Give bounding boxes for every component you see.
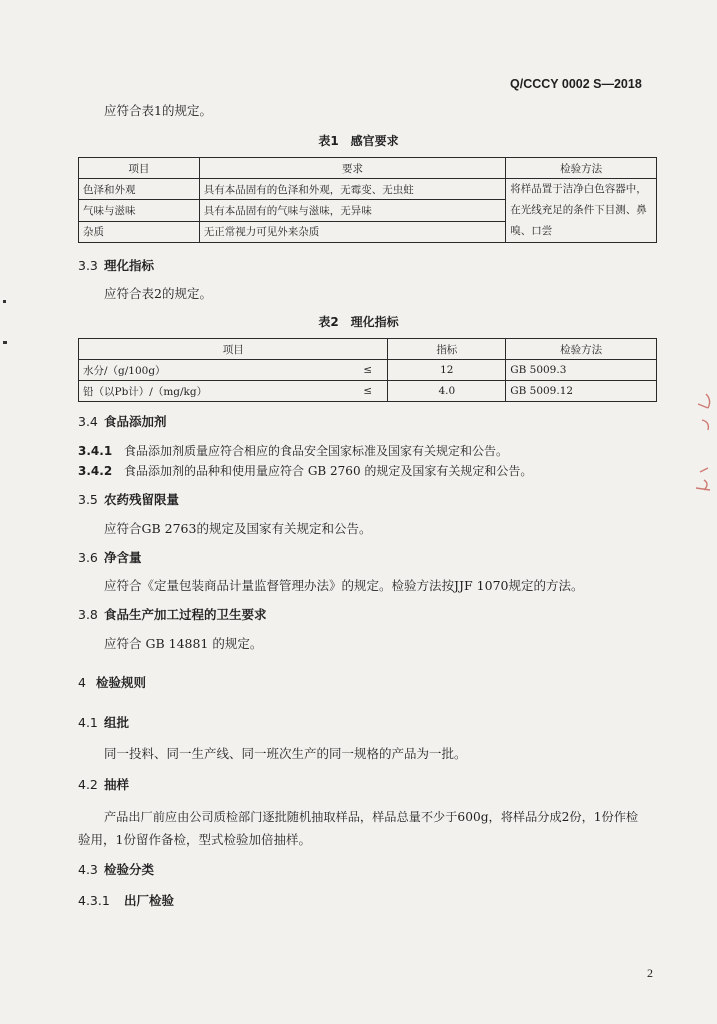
page-number: 2 [647, 966, 653, 980]
item-cell: 水分/（g/100g） [79, 360, 349, 381]
table-header-cell: 项目 [79, 158, 200, 179]
section-3-6-heading [78, 548, 142, 566]
section-3-3-text: 应符合表2的规定。 [104, 286, 212, 301]
requirement-cell: 无正常视力可见外来杂质 [199, 221, 505, 242]
section-title: 农药残留限量 [104, 492, 180, 507]
clause-text: 食品添加剂的品种和使用量应符合 GB 2760 的规定及国家有关规定和公告。 [124, 464, 533, 478]
section-3-8-text: 应符合 GB 14881 的规定。 [104, 636, 263, 651]
method-cell: 将样品置于洁净白色容器中，在光线充足的条件下目测、鼻嗅、口尝 [506, 179, 657, 243]
method-cell: GB 5009.3 [506, 360, 657, 381]
clause-text: 食品添加剂质量应符合相应的食品安全国家标准及国家有关规定和公告。 [124, 444, 509, 458]
section-title: 检验分类 [104, 862, 155, 877]
section-title: 组批 [104, 715, 130, 730]
section-number: 3.4 [78, 414, 98, 429]
intro-paragraph: 应符合表1的规定。 [104, 103, 212, 118]
physicochemical-table [78, 338, 657, 402]
section-number: 3.5 [78, 492, 98, 507]
section-title: 净含量 [104, 550, 142, 565]
item-cell: 色泽和外观 [79, 179, 200, 200]
section-4-3-heading [78, 860, 154, 878]
clause-number: 3.4.1 [78, 444, 113, 458]
value-cell: 12 [388, 360, 506, 381]
table-header-cell: 项目 [79, 339, 388, 360]
operator-cell: ≤ [348, 381, 388, 402]
section-4-2-heading [78, 775, 129, 793]
section-number: 4.3 [78, 862, 98, 877]
section-number: 4.1 [78, 715, 98, 730]
scan-mark [3, 341, 7, 344]
operator-cell: ≤ [348, 360, 388, 381]
value-cell: 4.0 [388, 381, 506, 402]
item-cell: 杂质 [79, 221, 200, 242]
sensory-requirements-table [78, 157, 657, 243]
section-title: 理化指标 [104, 258, 155, 273]
method-cell: GB 5009.12 [506, 381, 657, 402]
item-cell: 铅（以Pb计）/（mg/kg） [79, 381, 349, 402]
item-cell: 气味与滋味 [79, 200, 200, 221]
table1-caption: 表1 感官要求 [318, 134, 399, 148]
table-row [79, 360, 657, 381]
seal-stamp-fragment [686, 380, 717, 510]
clause-number: 3.4.2 [78, 464, 113, 478]
section-4-1-heading [78, 713, 129, 731]
document-code: Q/CCCY 0002 S—2018 [510, 77, 642, 91]
table-header-row [79, 339, 657, 360]
table-header-cell: 指标 [388, 339, 506, 360]
section-3-6-text: 应符合《定量包装商品计量监督管理办法》的规定。检验方法按JJF 1070规定的方法。 [104, 578, 584, 593]
section-4-3-1-heading [78, 891, 174, 909]
section-4-2-text-line2: 验用，1份留作备检，型式检验加倍抽样。 [78, 832, 311, 847]
scan-mark [3, 300, 6, 303]
table-header-cell: 要求 [199, 158, 505, 179]
table-header-cell: 检验方法 [506, 339, 657, 360]
section-title: 抽样 [104, 777, 130, 792]
section-title: 食品添加剂 [104, 414, 167, 429]
section-4-2-text-line1: 产品出厂前应由公司质检部门逐批随机抽取样品，样品总量不少于600g，将样品分成2份，1份作检 [104, 810, 639, 824]
section-3-5-heading [78, 490, 179, 508]
section-3-3-heading [78, 256, 154, 274]
section-4-1-text: 同一投料、同一生产线、同一班次生产的同一规格的产品为一批。 [104, 746, 467, 761]
clause-3-4-2 [78, 462, 532, 479]
section-3-5-text: 应符合GB 2763的规定及国家有关规定和公告。 [104, 521, 372, 536]
section-title: 食品生产加工过程的卫生要求 [104, 607, 267, 622]
table-header-row [79, 158, 657, 179]
section-number: 3.3 [78, 258, 98, 273]
section-number: 4.2 [78, 777, 98, 792]
section-title: 出厂检验 [124, 893, 175, 908]
table2-caption: 表2 理化指标 [318, 315, 399, 329]
section-number: 3.6 [78, 550, 98, 565]
clause-3-4-1 [78, 442, 508, 459]
table-row [79, 179, 657, 200]
section-3-8-heading [78, 605, 267, 623]
section-4-heading [78, 673, 146, 691]
section-number: 4 [78, 675, 86, 690]
section-number: 4.3.1 [78, 893, 110, 908]
requirement-cell: 具有本品固有的气味与滋味，无异味 [199, 200, 505, 221]
section-3-4-heading [78, 412, 167, 430]
table-row [79, 381, 657, 402]
section-number: 3.8 [78, 607, 98, 622]
section-title: 检验规则 [96, 675, 147, 690]
table-header-cell: 检验方法 [506, 158, 657, 179]
requirement-cell: 具有本品固有的色泽和外观，无霉变、无虫蛀 [199, 179, 505, 200]
